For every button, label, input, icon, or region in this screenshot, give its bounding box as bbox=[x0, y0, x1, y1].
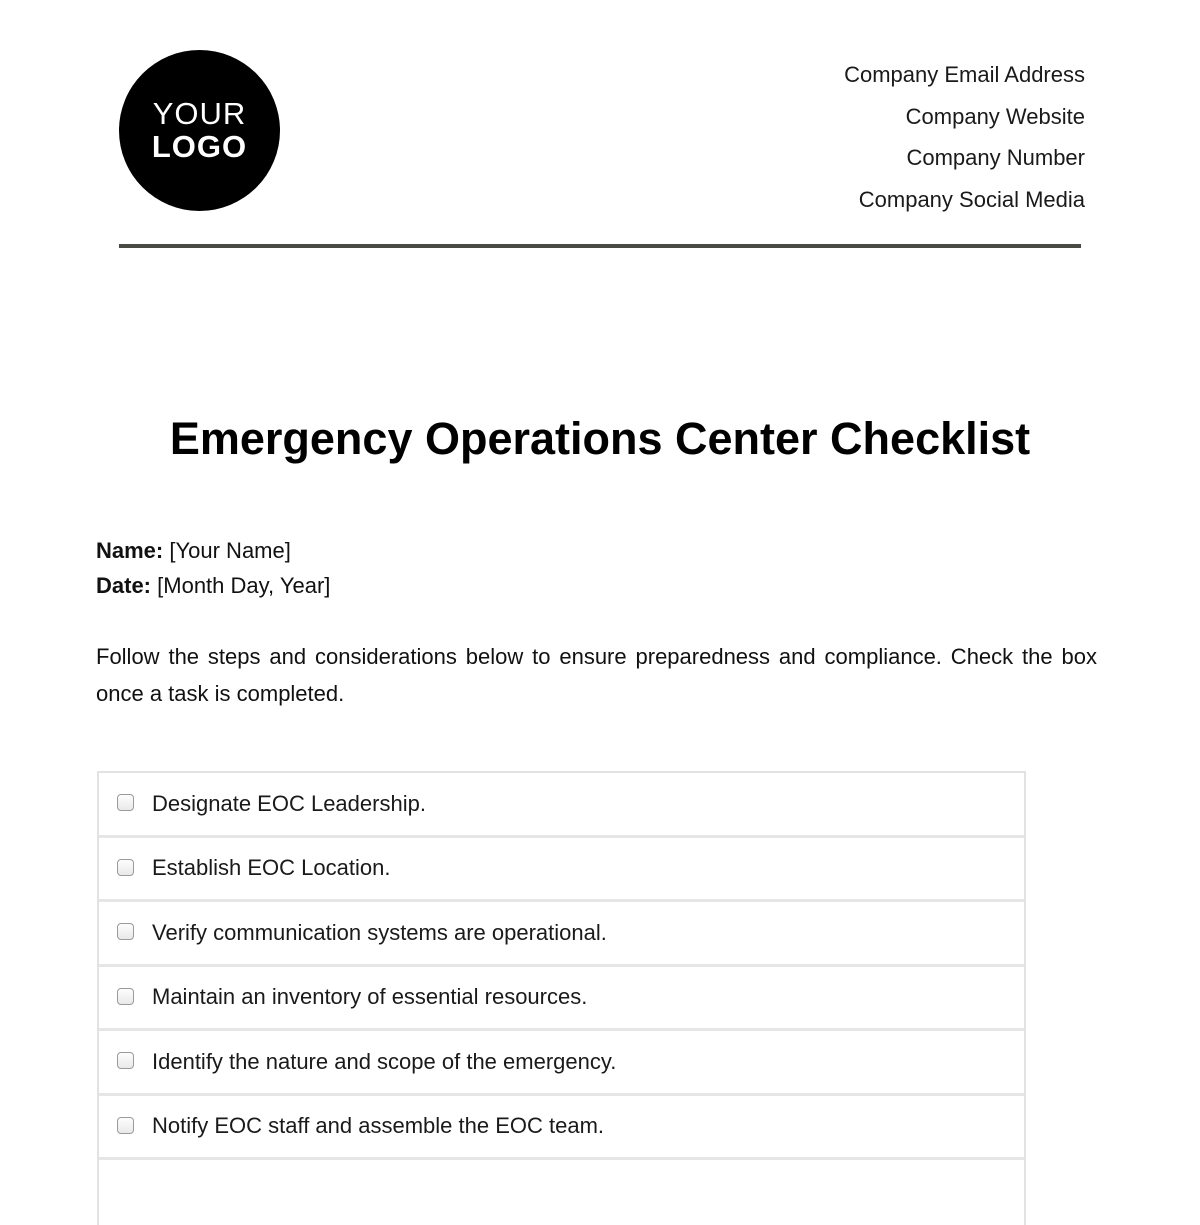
company-logo bbox=[119, 50, 280, 211]
checklist-item-partial bbox=[99, 1160, 1024, 1225]
checklist-item-label: Maintain an inventory of essential resources. bbox=[152, 984, 588, 1010]
company-website: Company Website bbox=[905, 103, 1085, 129]
company-number: Company Number bbox=[906, 145, 1085, 170]
checkbox[interactable] bbox=[117, 1052, 134, 1069]
document-title: Emergency Operations Center Checklist bbox=[169, 413, 1031, 464]
checkbox[interactable] bbox=[117, 794, 134, 811]
name-value: [Your Name] bbox=[169, 538, 291, 563]
checklist-item-label: Notify EOC staff and assemble the EOC team. bbox=[152, 1113, 605, 1139]
logo-line-1: YOUR bbox=[152, 95, 247, 131]
checklist-item-label: Verify communication systems are operational. bbox=[152, 919, 607, 945]
date-label: Date: bbox=[96, 573, 152, 598]
intro-paragraph: Follow the steps and considerations below to ensure preparedness and compliance. Check the box once a task is completed. bbox=[96, 644, 1097, 706]
name-line bbox=[96, 533, 330, 568]
checkbox[interactable] bbox=[117, 988, 134, 1005]
checklist-item[interactable] bbox=[99, 773, 1024, 838]
checklist-item[interactable] bbox=[99, 967, 1024, 1032]
company-contact-block bbox=[844, 54, 1085, 220]
name-label: Name: bbox=[96, 538, 164, 563]
checklist-item[interactable] bbox=[99, 1096, 1024, 1161]
checkbox[interactable] bbox=[117, 859, 134, 876]
header-divider bbox=[119, 244, 1081, 248]
checklist-item-label: Identify the nature and scope of the emergency. bbox=[152, 1048, 617, 1074]
checklist-item-label: Establish EOC Location. bbox=[152, 855, 391, 881]
date-value: [Month Day, Year] bbox=[157, 573, 331, 598]
company-email: Company Email Address bbox=[844, 62, 1085, 87]
date-line bbox=[96, 568, 330, 603]
checklist-item-label: Designate EOC Leadership. bbox=[152, 790, 426, 816]
logo-line-2: LOGO bbox=[151, 128, 248, 164]
checklist-item[interactable] bbox=[99, 1031, 1024, 1096]
checklist bbox=[97, 771, 1026, 1225]
checkbox[interactable] bbox=[117, 1117, 134, 1134]
checklist-item[interactable] bbox=[99, 838, 1024, 903]
document-meta bbox=[96, 533, 330, 603]
checklist-item[interactable] bbox=[99, 902, 1024, 967]
checkbox[interactable] bbox=[117, 923, 134, 940]
company-social-media: Company Social Media bbox=[858, 186, 1085, 212]
